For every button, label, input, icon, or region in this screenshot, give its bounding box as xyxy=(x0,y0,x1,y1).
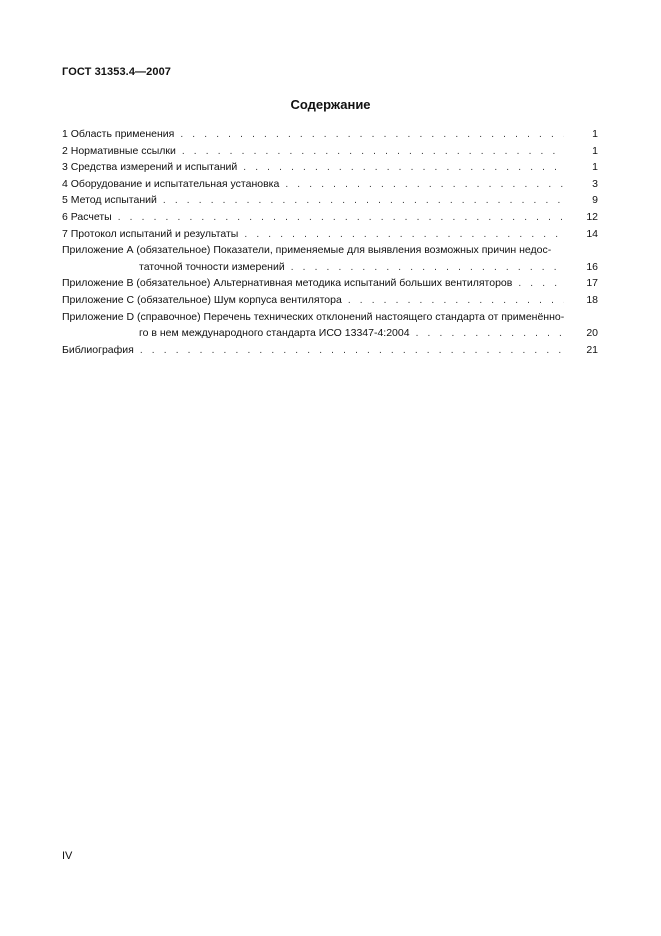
toc-page-number: 20 xyxy=(586,327,598,340)
toc-entry-text: 6 Расчеты xyxy=(62,210,112,223)
toc-entry-line xyxy=(62,342,598,359)
toc-page-number: 18 xyxy=(586,293,598,306)
page-number: IV xyxy=(62,850,73,862)
toc-entry[interactable] xyxy=(62,342,598,359)
toc-entry-line xyxy=(62,126,598,143)
toc-entry-text: го в нем международного стандарта ИСО 13347-4:2004 xyxy=(139,327,410,340)
toc-page-number: 3 xyxy=(592,177,598,190)
toc-entry[interactable] xyxy=(62,192,598,209)
toc-entry-text: Приложение В (обязательное) Альтернативная методика испытаний больших вентиляторов xyxy=(62,277,513,290)
toc-page-number: 1 xyxy=(592,144,598,157)
toc-page-number: 17 xyxy=(586,277,598,290)
leader-dots xyxy=(243,160,564,177)
toc-entry-text: 5 Метод испытаний xyxy=(62,194,157,207)
toc-entry[interactable] xyxy=(62,242,598,275)
toc-entry-text: 7 Протокол испытаний и результаты xyxy=(62,227,239,240)
leader-dots xyxy=(518,276,564,293)
toc-entry-line xyxy=(62,176,598,193)
toc-entry-line xyxy=(62,242,598,259)
toc-entry-text: таточной точности измерений xyxy=(139,260,285,273)
leader-dots xyxy=(182,144,564,161)
toc-entry[interactable] xyxy=(62,209,598,226)
toc-page-number: 14 xyxy=(586,227,598,240)
toc-entry-line xyxy=(62,309,598,326)
leader-dots xyxy=(416,326,564,343)
toc-page-number: 9 xyxy=(592,194,598,207)
toc-entry[interactable] xyxy=(62,226,598,243)
leader-dots xyxy=(348,293,564,310)
toc-entry-line xyxy=(62,226,598,243)
toc-entry[interactable] xyxy=(62,143,598,160)
toc-entry[interactable] xyxy=(62,126,598,143)
toc-entry[interactable] xyxy=(62,292,598,309)
toc-entry-line xyxy=(62,259,598,276)
toc-entry-line xyxy=(62,192,598,209)
toc-entry-line xyxy=(62,325,598,342)
leader-dots xyxy=(140,343,564,360)
toc-entry[interactable] xyxy=(62,309,598,342)
leader-dots xyxy=(291,260,564,277)
toc-entry-line xyxy=(62,143,598,160)
leader-dots xyxy=(163,193,564,210)
table-of-contents xyxy=(62,126,598,358)
toc-page-number: 12 xyxy=(586,210,598,223)
toc-entry-text: 1 Область применения xyxy=(62,128,175,140)
toc-entry-text: 4 Оборудование и испытательная установка xyxy=(62,177,280,190)
leader-dots xyxy=(180,127,564,144)
toc-entry-line xyxy=(62,275,598,292)
toc-title: Содержание xyxy=(290,97,371,112)
leader-dots xyxy=(118,210,564,227)
toc-entry[interactable] xyxy=(62,176,598,193)
toc-page-number: 16 xyxy=(586,260,598,273)
toc-entry[interactable] xyxy=(62,275,598,292)
toc-entry-line xyxy=(62,209,598,226)
leader-dots xyxy=(285,177,564,194)
toc-entry-text: 2 Нормативные ссылки xyxy=(62,144,176,157)
toc-entry-line xyxy=(62,292,598,309)
toc-entry-text: 3 Средства измерений и испытаний xyxy=(62,161,238,174)
document-code: ГОСТ 31353.4—2007 xyxy=(62,66,172,78)
toc-page-number: 21 xyxy=(586,343,598,356)
toc-entry-text: Библиография xyxy=(62,343,134,356)
toc-page-number: 1 xyxy=(592,128,598,140)
toc-entry[interactable] xyxy=(62,159,598,176)
leader-dots xyxy=(244,227,564,244)
toc-page-number: 1 xyxy=(592,161,598,174)
toc-entry-text: Приложение С (обязательное) Шум корпуса вентилятора xyxy=(62,293,342,306)
toc-entry-text: Приложение А (обязательное) Показатели, применяемые для выявления возможных причин недос- xyxy=(62,244,552,257)
toc-entry-line xyxy=(62,159,598,176)
toc-entry-text: Приложение D (справочное) Перечень технических отклонений настоящего стандарта от применённо- xyxy=(62,310,565,323)
